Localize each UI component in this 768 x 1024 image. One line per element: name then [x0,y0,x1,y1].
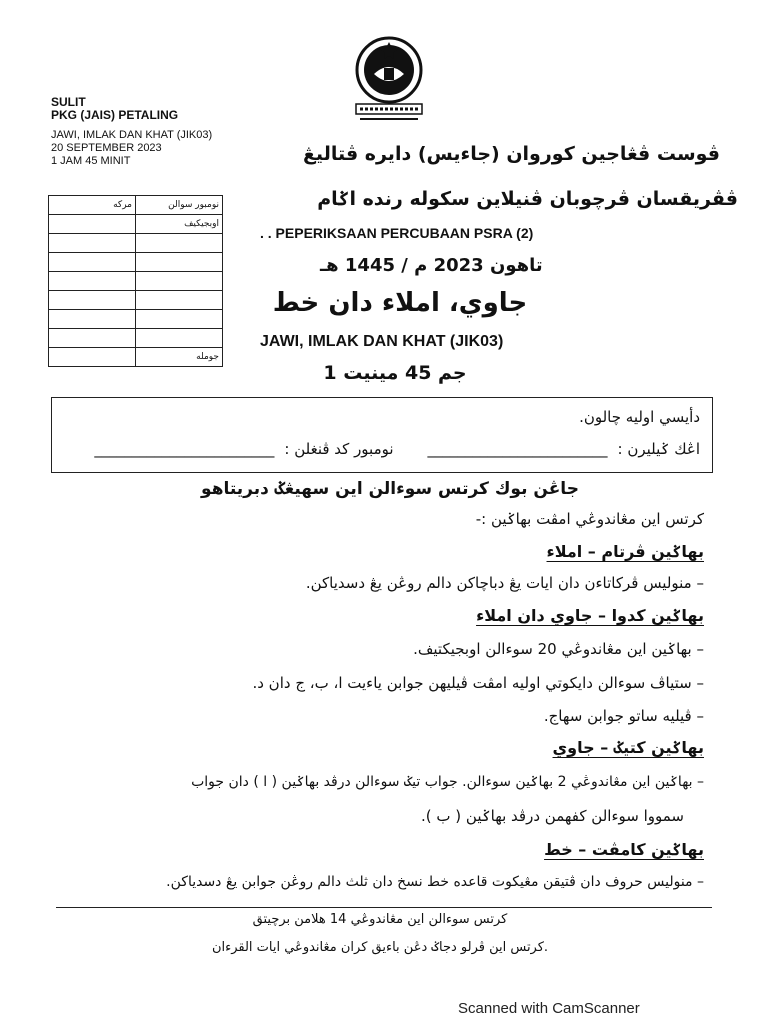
section-1-line: – منوليس ڤركاتاءن دان ايات يڠ دباچاكن دالم روڠن يڠ دسدياكن. [305,574,704,592]
candidate-info-box [51,397,713,473]
intro-text: كرتس اين مڠاندوڠي امڤت بهاݢين :- [475,510,704,528]
marks-table [48,195,223,367]
section-1-title: بهاݢين ڤرتام – املاء [546,542,704,561]
objective-label: اوبجيكيف [136,215,223,234]
header-pkg: PKG (JAIS) PETALING [51,108,179,122]
fill-instruction: دأيسي اوليه چالون. [579,408,700,426]
header-left [51,96,212,168]
marks-cell [49,291,136,310]
exam-duration: 1 جم 45 مينيت [323,362,467,384]
section-4-title: بهاݢين كامڤت – خط [544,840,704,859]
page-count-note: كرتس سوءالن اين مڠاندوڠي 14 هلامن برچيتق [252,912,508,927]
marks-cell [49,310,136,329]
marks-cell [49,329,136,348]
question-cell [136,234,223,253]
question-cell [136,253,223,272]
turn-number-field[interactable]: ________________________ [427,440,608,458]
section-4-line: – منوليس حروف دان ڤتيقن مڠيكوت قاعده خط نسخ دان ثلث دالم روڠن جوابن يڠ دسدياكن. [166,874,704,890]
main-warning: جاڠن بوك كرتس سوءالن اين سهيڠݢ دبريتاهو [201,479,579,499]
centre-code-label: نومبور كد ڤنغلن : [284,440,394,458]
subject-title-rumi: JAWI, IMLAK DAN KHAT (JIK03) [260,333,504,350]
marks-cell [49,234,136,253]
section-2-line: – ڤيليه ساتو جوابن سهاج. [543,707,704,725]
header-date: 20 SEPTEMBER 2023 [51,142,162,154]
turn-number-label: اڠك ݢيليرن : [617,440,700,458]
org-title: ڤوست ڤڠاجين كوروان (جاءيس) دايره ڤتاليڠ [302,143,720,165]
marks-cell [49,272,136,291]
section-2-line: – بهاݢين اين مڠاندوڠي 20 سوءالن اوبجيكتيف. [413,640,704,658]
section-2-line: – ستياڤ سوءالن دايكوتي اوليه امڤت ڤيليهن جوابن ياءيت ا، ب، ج دان د. [252,674,704,692]
centre-code-field[interactable]: ________________________ [94,440,275,458]
total-marks-cell [49,348,136,367]
question-cell [136,310,223,329]
marks-cell [49,215,136,234]
section-3-line: سمووا سوءالن كفهمن درڤد بهاݢين ( ب ). [421,807,684,825]
care-note: كرتس اين ڤرلو دجاݢ دڠن باءيق كران مڠاندوڠي ايات القرءان. [211,940,549,955]
question-cell [136,272,223,291]
exam-year: تاهون 2023 م / 1445 هـ [320,255,543,276]
divider [56,907,712,908]
candidate-fields [94,440,700,458]
question-header: نومبور سوالن [136,196,223,215]
total-label: جومله [136,348,223,367]
header-time: 1 JAM 45 MINIT [51,155,131,167]
marks-header: مركه [49,196,136,215]
question-cell [136,329,223,348]
scanner-watermark: Scanned with CamScanner [458,1000,640,1017]
section-3-title: بهاݢين كتيݢ – جاوي [552,738,704,757]
section-3-line: – بهاݢين اين مڠاندوڠي 2 بهاݢين سوءالن. جواب تيݢ سوءالن درڤد بهاݢين ( ا ) دان جواب [191,774,704,790]
section-2-title: بهاݢين كدوا – جاوي دان املاء [476,606,704,625]
exam-title: . . PEPERIKSAAN PERCUBAAN PSRA (2) [260,225,534,241]
exam-organiser: ڤڤريقسان ڤرچوبان ڤنيلاين سكوله رنده اݢام [317,188,738,210]
header-subject: JAWI, IMLAK DAN KHAT (JIK03) [51,129,213,141]
state-crest-icon [346,30,432,124]
subject-title-jawi: جاوي، املاء دان خط [272,288,528,318]
question-cell [136,291,223,310]
marks-cell [49,253,136,272]
header-sulit: SULIT [51,95,86,109]
